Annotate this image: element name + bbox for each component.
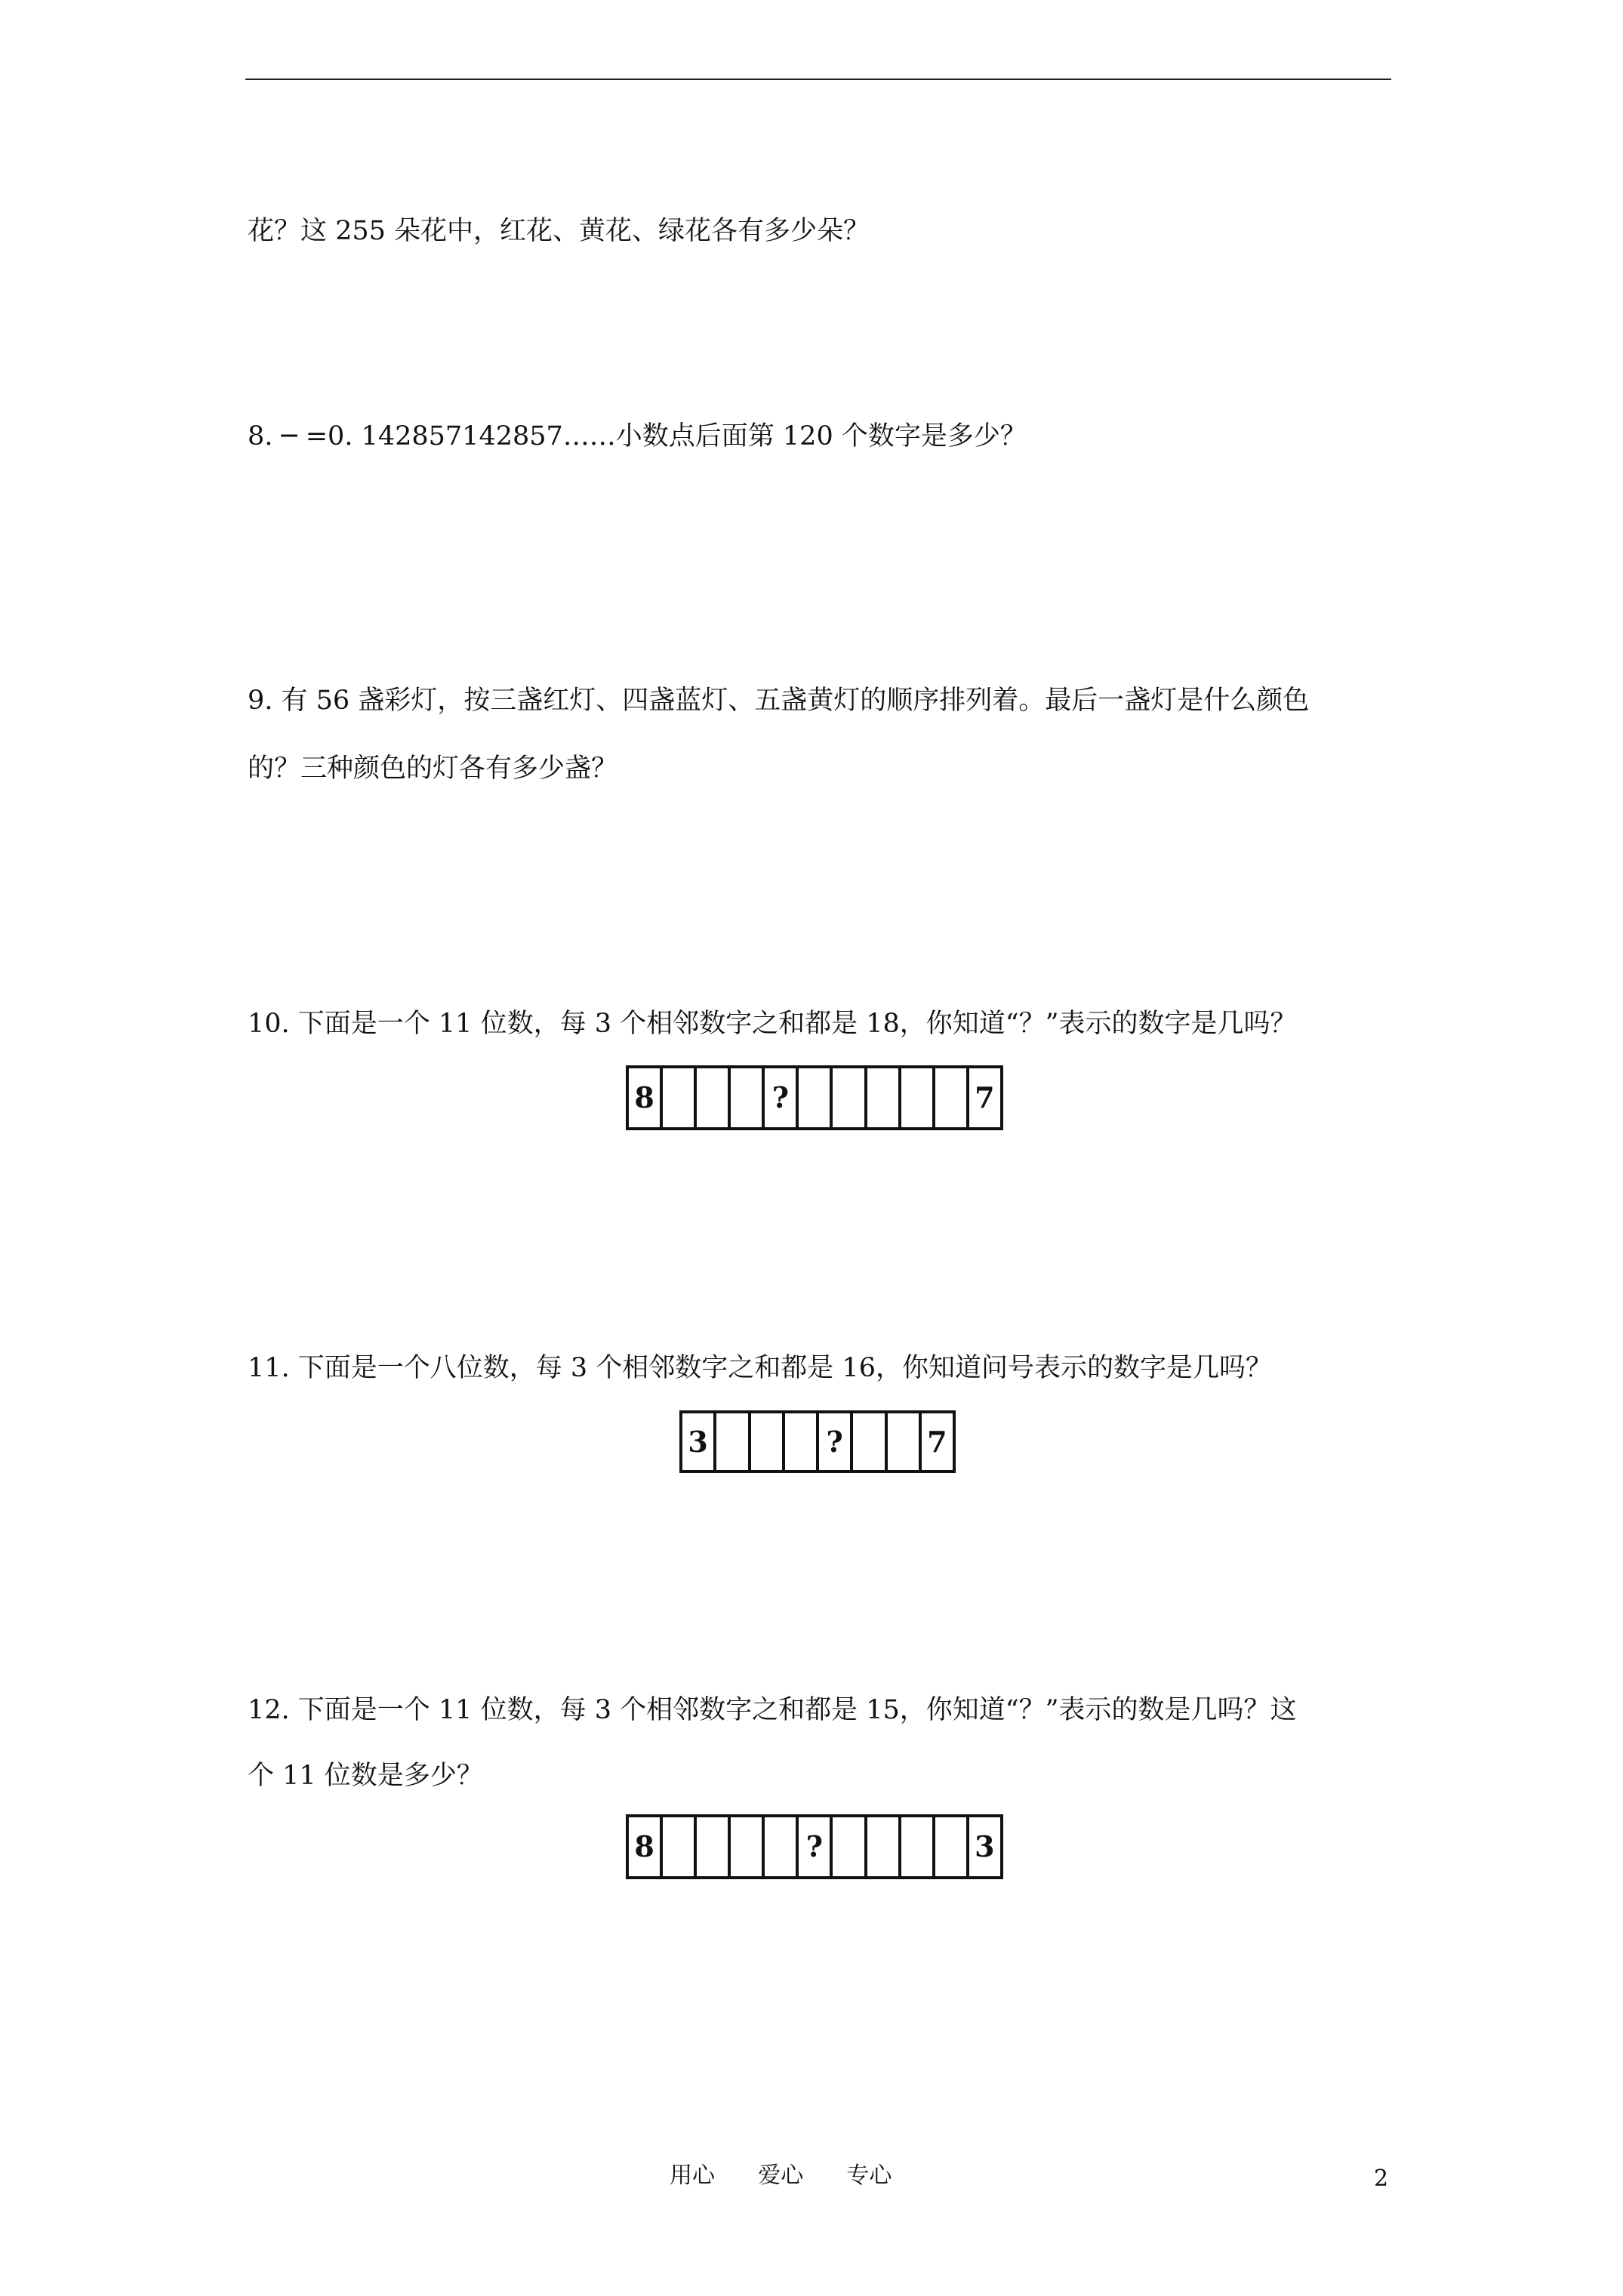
digit-cell — [731, 1817, 765, 1876]
digit-cell — [799, 1068, 833, 1127]
digit-cell — [833, 1068, 867, 1127]
digit-cell: 7 — [969, 1068, 1003, 1127]
question-9-line-2: 的？三种颜色的灯各有多少盏？ — [248, 754, 618, 784]
digit-cell — [697, 1068, 731, 1127]
digit-cell — [765, 1817, 799, 1876]
question-10: 10. 下面是一个 11 位数，每 3 个相邻数字之和都是 18，你知道“？”表示的数字是几吗？ — [248, 1009, 1297, 1039]
digit-cell — [867, 1817, 901, 1876]
digit-grid-q10 — [626, 1065, 1003, 1130]
digit-cell: 8 — [629, 1817, 663, 1876]
digit-cell: 3 — [969, 1817, 1003, 1876]
digit-cell — [853, 1413, 887, 1470]
digit-cell — [833, 1817, 867, 1876]
question-7-continuation: 花？这 255 朵花中，红花、黄花、绿花各有多少朵？ — [248, 216, 870, 246]
digit-cell: 7 — [922, 1413, 956, 1470]
digit-cell — [867, 1068, 901, 1127]
digit-cell — [716, 1413, 750, 1470]
digit-grid-q12 — [626, 1814, 1003, 1879]
question-11: 11. 下面是一个八位数，每 3 个相邻数字之和都是 16，你知道问号表示的数字是几吗？ — [248, 1353, 1272, 1383]
digit-cell — [751, 1413, 785, 1470]
digit-cell — [785, 1413, 819, 1470]
digit-grid-q11 — [679, 1410, 956, 1473]
header-rule — [245, 79, 1391, 80]
digit-cell — [663, 1068, 697, 1127]
question-12-line-2: 个 11 位数是多少？ — [248, 1761, 483, 1791]
footer-motto: 用心 爱心 专心 — [670, 2162, 892, 2189]
question-8: 8. ─ =0. 142857142857……小数点后面第 120 个数字是多少？ — [248, 421, 1027, 451]
question-12-line-1: 12. 下面是一个 11 位数，每 3 个相邻数字之和都是 15，你知道“？”表示的数是几吗？这 — [248, 1695, 1297, 1725]
question-9-line-1: 9. 有 56 盏彩灯，按三盏红灯、四盏蓝灯、五盏黄灯的顺序排列着。最后一盏灯是什么颜色 — [248, 686, 1310, 716]
digit-cell — [888, 1413, 922, 1470]
digit-cell: 3 — [682, 1413, 716, 1470]
digit-cell — [935, 1817, 969, 1876]
digit-cell — [935, 1068, 969, 1127]
page-number: 2 — [1374, 2165, 1389, 2192]
digit-cell: ? — [819, 1413, 853, 1470]
digit-cell — [663, 1817, 697, 1876]
digit-cell — [697, 1817, 731, 1876]
digit-cell — [901, 1817, 935, 1876]
digit-cell: ? — [799, 1817, 833, 1876]
digit-cell — [731, 1068, 765, 1127]
digit-cell: ? — [765, 1068, 799, 1127]
digit-cell: 8 — [629, 1068, 663, 1127]
digit-cell — [901, 1068, 935, 1127]
